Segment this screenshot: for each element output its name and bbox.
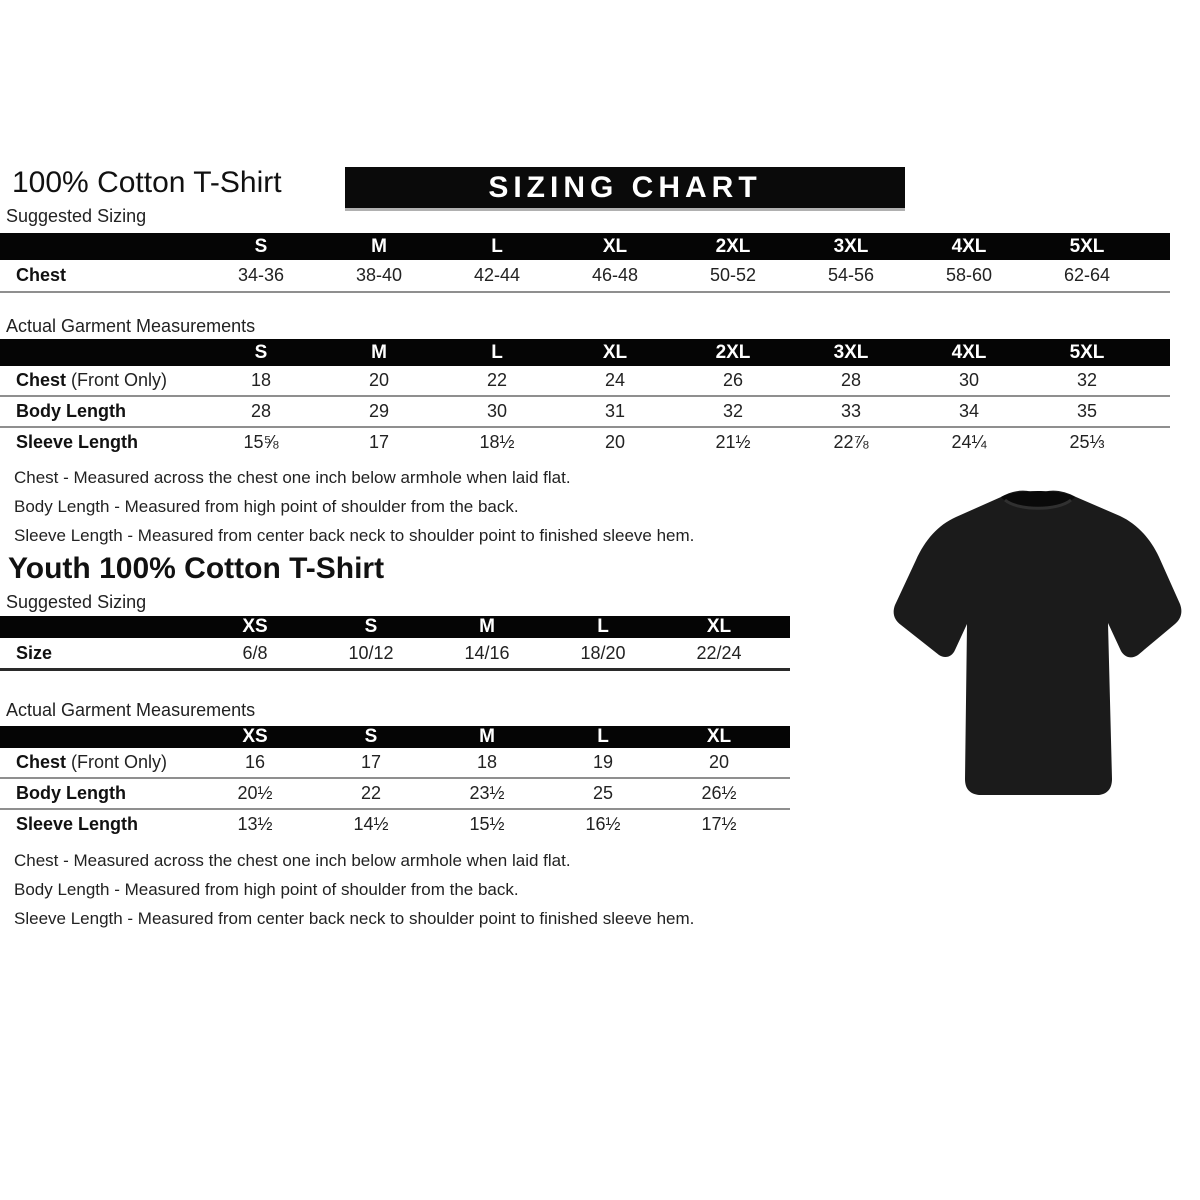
row-label-text: Chest (16, 752, 67, 772)
table-cell: 17 (368, 432, 390, 452)
column-header-xl: XL (556, 339, 674, 366)
adult-suggested-table (0, 233, 1170, 293)
note-body-length: Body Length - Measured from high point of shoulder from the back. (14, 880, 519, 899)
column-header-s: S (202, 233, 320, 260)
column-header-3xl: 3XL (792, 233, 910, 260)
row-label-text: Body Length (16, 401, 126, 421)
row-label-text: Sleeve Length (16, 432, 139, 452)
table-cell: 13½ (237, 814, 273, 834)
table-cell: 23½ (469, 783, 505, 803)
column-header-xl: XL (661, 616, 777, 638)
table-cell: 30 (486, 401, 508, 421)
table-cell: 34 (958, 401, 980, 421)
adult-measurement-notes (14, 463, 834, 550)
column-header-m: M (320, 233, 438, 260)
youth-suggested-sizing-label: Suggested Sizing (6, 592, 147, 612)
column-header-l: L (545, 616, 661, 638)
table-cell: 20 (604, 432, 626, 452)
row-label-body-length (0, 778, 197, 809)
note-chest: Chest - Measured across the chest one inch below armhole when laid flat. (14, 851, 571, 870)
youth-suggested-table (0, 616, 790, 671)
table-cell: 17½ (701, 814, 737, 834)
row-label-sleeve-length (0, 427, 202, 457)
column-header-xs: XS (197, 616, 313, 638)
column-header-m: M (320, 339, 438, 366)
table-cell: 29 (368, 401, 390, 421)
table-cell: 22 (360, 783, 382, 803)
table-cell: 18/20 (580, 642, 626, 663)
table-cell: 15⅝ (243, 432, 279, 452)
table-cell: 58-60 (945, 265, 993, 285)
column-header-2xl: 2XL (674, 233, 792, 260)
adult-suggested-header-row (0, 233, 1170, 260)
table-cell: 20 (708, 752, 730, 772)
header-spacer (1146, 339, 1170, 366)
row-label-sleeve-length (0, 809, 197, 839)
column-header-3xl: 3XL (792, 339, 910, 366)
row-label-text: Body Length (16, 783, 126, 803)
table-cell: 32 (722, 401, 744, 421)
table-cell (1146, 427, 1170, 457)
table-cell: 28 (250, 401, 272, 421)
tshirt-image (888, 483, 1188, 805)
table-cell: 32 (1076, 370, 1098, 390)
table-cell: 17 (360, 752, 382, 772)
table-row-sleeve-length (0, 427, 1170, 457)
table-cell: 30 (958, 370, 980, 390)
table-cell: 14½ (353, 814, 389, 834)
table-cell: 33 (840, 401, 862, 421)
table-cell: 18½ (479, 432, 515, 452)
adult-actual-table (0, 339, 1170, 457)
row-label-suffix: (Front Only) (66, 752, 168, 772)
table-row-chest (0, 260, 1170, 292)
table-cell: 18 (476, 752, 498, 772)
table-cell: 25 (592, 783, 614, 803)
row-label-chest-front-only (0, 748, 197, 778)
youth-section-title: Youth 100% Cotton T-Shirt (8, 552, 385, 585)
table-cell: 42-44 (473, 265, 521, 285)
column-header-m: M (429, 726, 545, 748)
table-cell: 46-48 (591, 265, 639, 285)
adult-suggested-sizing-label: Suggested Sizing (6, 206, 147, 226)
column-header-xs: XS (197, 726, 313, 748)
row-label-text: Size (16, 642, 53, 663)
adult-actual-header-row (0, 339, 1170, 366)
column-header-m: M (429, 616, 545, 638)
table-cell: 18 (250, 370, 272, 390)
table-cell: 16 (244, 752, 266, 772)
column-header-s: S (313, 726, 429, 748)
table-row-size (0, 638, 790, 670)
table-row-body-length (0, 396, 1170, 427)
table-cell (1146, 396, 1170, 427)
header-spacer (777, 726, 790, 748)
row-label-text: Sleeve Length (16, 814, 139, 834)
table-cell: 24¼ (951, 432, 987, 452)
header-spacer (0, 726, 197, 748)
row-label-suffix: (Front Only) (66, 370, 168, 390)
column-header-xl: XL (661, 726, 777, 748)
table-cell: 20½ (237, 783, 273, 803)
column-header-xl: XL (556, 233, 674, 260)
table-row-chest-front-only (0, 748, 790, 778)
column-header-s: S (202, 339, 320, 366)
header-spacer (1146, 233, 1170, 260)
row-label-text: Chest (16, 265, 67, 285)
table-cell: 21½ (715, 432, 751, 452)
column-header-s: S (313, 616, 429, 638)
table-cell (1146, 260, 1170, 292)
table-cell: 35 (1076, 401, 1098, 421)
tshirt-body (894, 491, 1182, 795)
table-cell (777, 748, 790, 778)
column-header-4xl: 4XL (910, 339, 1028, 366)
page-title: 100% Cotton T-Shirt (12, 166, 282, 199)
column-header-l: L (545, 726, 661, 748)
table-cell: 50-52 (709, 265, 757, 285)
table-cell (777, 638, 790, 670)
table-row-sleeve-length (0, 809, 790, 839)
header-spacer (777, 616, 790, 638)
note-body-length: Body Length - Measured from high point of shoulder from the back. (14, 497, 519, 516)
header-spacer (0, 233, 202, 260)
table-cell: 26 (722, 370, 744, 390)
header-spacer (0, 616, 197, 638)
adult-actual-measurements-label: Actual Garment Measurements (6, 316, 256, 336)
table-cell: 20 (368, 370, 390, 390)
note-sleeve-length: Sleeve Length - Measured from center back neck to shoulder point to finished sleeve hem. (14, 909, 695, 928)
table-cell (777, 809, 790, 839)
table-cell: 31 (604, 401, 626, 421)
youth-actual-measurements-label: Actual Garment Measurements (6, 700, 256, 720)
column-header-5xl: 5XL (1028, 339, 1146, 366)
row-label-chest-front-only (0, 366, 202, 396)
row-label-chest (0, 260, 202, 292)
table-cell: 34-36 (237, 265, 285, 285)
column-header-4xl: 4XL (910, 233, 1028, 260)
youth-suggested-header-row (0, 616, 790, 638)
note-chest: Chest - Measured across the chest one inch below armhole when laid flat. (14, 468, 571, 487)
column-header-2xl: 2XL (674, 339, 792, 366)
sizing-chart-banner: SIZING CHART (345, 167, 905, 211)
row-label-size (0, 638, 197, 670)
table-cell: 24 (604, 370, 626, 390)
youth-measurement-notes (14, 846, 834, 933)
row-label-text: Chest (16, 370, 67, 390)
table-cell: 25⅓ (1069, 432, 1105, 452)
column-header-l: L (438, 233, 556, 260)
header-spacer (0, 339, 202, 366)
table-cell: 22/24 (696, 642, 742, 663)
table-row-body-length (0, 778, 790, 809)
table-cell: 54-56 (827, 265, 875, 285)
table-cell: 19 (592, 752, 614, 772)
table-row-chest-front-only (0, 366, 1170, 396)
table-cell: 10/12 (348, 642, 394, 663)
table-cell: 26½ (701, 783, 737, 803)
note-sleeve-length: Sleeve Length - Measured from center back neck to shoulder point to finished sleeve hem. (14, 526, 695, 545)
table-cell: 22⅞ (833, 432, 869, 452)
youth-actual-header-row (0, 726, 790, 748)
row-label-body-length (0, 396, 202, 427)
column-header-5xl: 5XL (1028, 233, 1146, 260)
table-cell: 28 (840, 370, 862, 390)
column-header-l: L (438, 339, 556, 366)
table-cell: 16½ (585, 814, 621, 834)
table-cell: 22 (486, 370, 508, 390)
table-cell: 62-64 (1063, 265, 1111, 285)
table-cell (1146, 366, 1170, 396)
youth-actual-table (0, 726, 790, 839)
table-cell: 15½ (469, 814, 505, 834)
table-cell (777, 778, 790, 809)
table-cell: 38-40 (355, 265, 403, 285)
table-cell: 6/8 (242, 642, 268, 663)
table-cell: 14/16 (464, 642, 510, 663)
